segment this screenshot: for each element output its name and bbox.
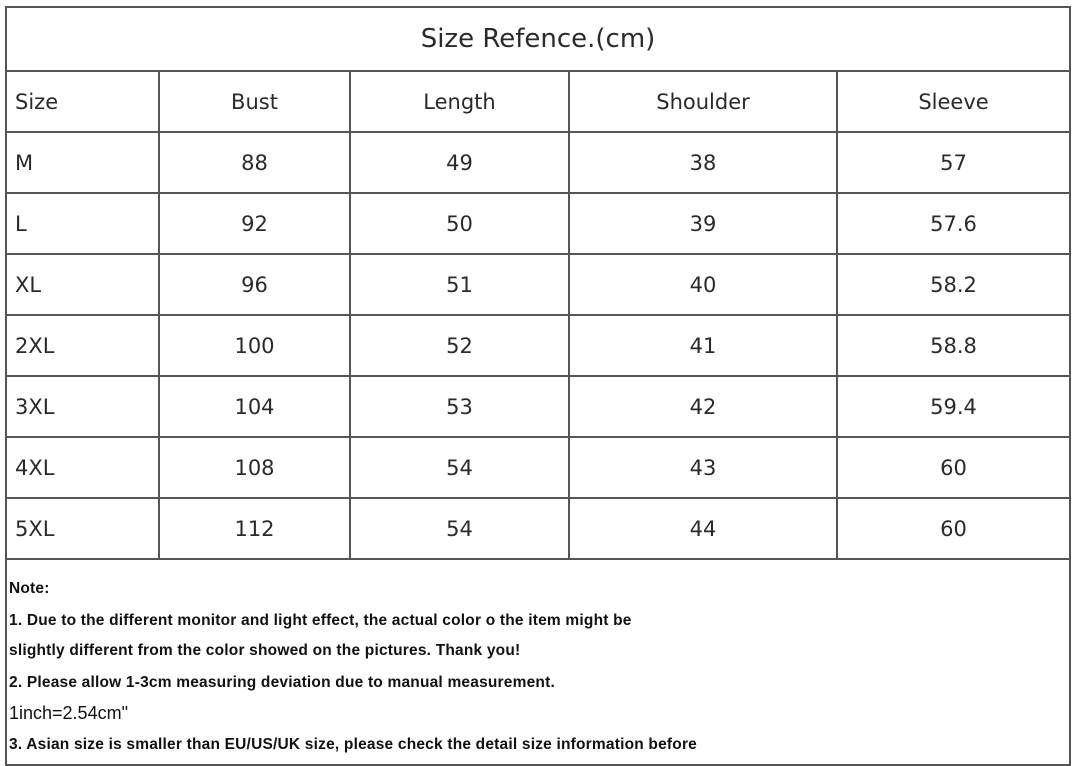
length-cell: 50 <box>350 193 569 254</box>
note-1-line-1: 1. Due to the different monitor and light effect, the actual color o the item might be <box>9 612 632 629</box>
shoulder-cell: 40 <box>569 254 837 315</box>
bust-cell: 112 <box>159 498 350 559</box>
header-sleeve: Sleeve <box>837 71 1069 132</box>
shoulder-cell: 39 <box>569 193 837 254</box>
table-row <box>7 132 1069 193</box>
bust-cell: 104 <box>159 376 350 437</box>
header-shoulder: Shoulder <box>569 71 837 132</box>
table-row <box>7 315 1069 376</box>
header-bust: Bust <box>159 71 350 132</box>
bust-cell: 88 <box>159 132 350 193</box>
shoulder-cell: 38 <box>569 132 837 193</box>
bust-cell: 96 <box>159 254 350 315</box>
header-length: Length <box>350 71 569 132</box>
size-cell: 5XL <box>7 498 159 559</box>
size-cell: L <box>7 193 159 254</box>
shoulder-cell: 41 <box>569 315 837 376</box>
table-row <box>7 254 1069 315</box>
header-size: Size <box>7 71 159 132</box>
bust-cell: 92 <box>159 193 350 254</box>
note-1-line-2: slightly different from the color showed on the pictures. Thank you! <box>9 642 521 659</box>
size-cell: 2XL <box>7 315 159 376</box>
table-row <box>7 498 1069 559</box>
sleeve-cell: 60 <box>837 437 1069 498</box>
chart-title: Size Refence.(cm) <box>420 24 656 54</box>
shoulder-cell: 42 <box>569 376 837 437</box>
bust-cell: 100 <box>159 315 350 376</box>
length-cell: 52 <box>350 315 569 376</box>
sleeve-cell: 59.4 <box>837 376 1069 437</box>
table-row <box>7 376 1069 437</box>
sleeve-cell: 58.8 <box>837 315 1069 376</box>
sleeve-cell: 60 <box>837 498 1069 559</box>
size-table <box>7 70 1069 560</box>
sleeve-cell: 57.6 <box>837 193 1069 254</box>
length-cell: 54 <box>350 437 569 498</box>
note-2-conversion: 1inch=2.54cm" <box>9 703 128 723</box>
shoulder-cell: 43 <box>569 437 837 498</box>
length-cell: 51 <box>350 254 569 315</box>
size-cell: M <box>7 132 159 193</box>
notes-heading: Note: <box>9 580 50 597</box>
table-row <box>7 193 1069 254</box>
shoulder-cell: 44 <box>569 498 837 559</box>
length-cell: 53 <box>350 376 569 437</box>
size-cell: 3XL <box>7 376 159 437</box>
sleeve-cell: 58.2 <box>837 254 1069 315</box>
bust-cell: 108 <box>159 437 350 498</box>
length-cell: 54 <box>350 498 569 559</box>
table-row <box>7 437 1069 498</box>
note-3: 3. Asian size is smaller than EU/US/UK size, please check the detail size information before <box>9 736 697 753</box>
length-cell: 49 <box>350 132 569 193</box>
sleeve-cell: 57 <box>837 132 1069 193</box>
table-header-row <box>7 71 1069 132</box>
size-cell: 4XL <box>7 437 159 498</box>
note-2: 2. Please allow 1-3cm measuring deviation due to manual measurement. <box>9 674 555 691</box>
size-cell: XL <box>7 254 159 315</box>
